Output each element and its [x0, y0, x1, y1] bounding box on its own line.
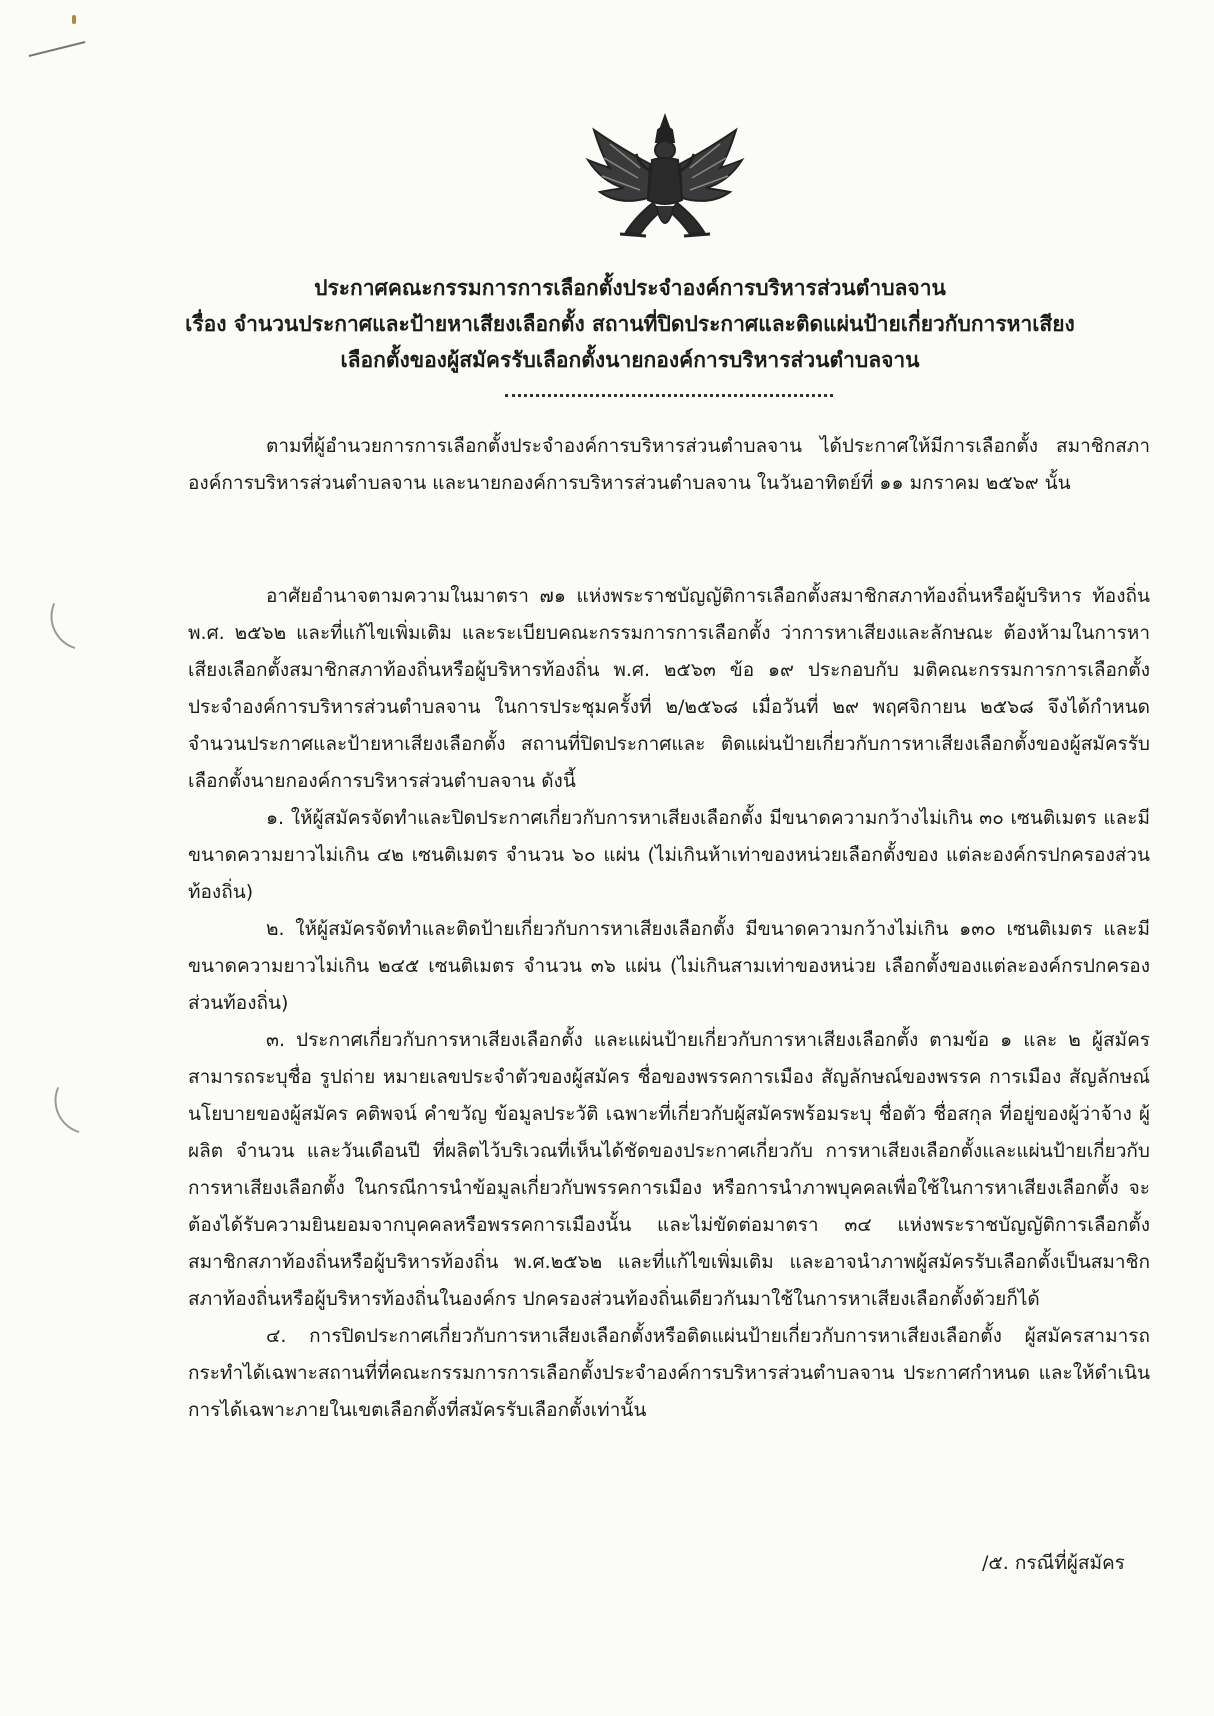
punch-hole-mark — [41, 603, 87, 649]
announcement-subject: เรื่อง จำนวนประกาศและป้ายหาเสียงเลือกตั้ง สถานที่ปิดประกาศและติดแผ่นป้ายเกี่ยวกับการหาเสียง — [185, 312, 1075, 336]
garuda-emblem-icon — [580, 108, 750, 258]
continuation-note: /๕. กรณีที่ผู้สมัคร — [982, 1552, 1125, 1574]
scan-scratch — [29, 41, 86, 57]
item-4: ๔. การปิดประกาศเกี่ยวกับการหาเสียงเลือกตั้งหรือติดแผ่นป้ายเกี่ยวกับการหาเสียงเลือกตั้ง ผู้สมัครสามารถกระทำได้เฉพาะสถานที่ที่คณะกรรมการการเลือกตั้งประจำองค์การบริหารส่วนตำบลจาน ประกาศกำหนด และให้ดำเนินการได้เฉพาะภายในเขตเลือกตั้งที่สมัครรับเลือกตั้งเท่านั้น — [188, 1325, 1150, 1421]
item-1: ๑. ให้ผู้สมัครจัดทำและปิดประกาศเกี่ยวกับการหาเสียงเลือกตั้ง มีขนาดความกว้างไม่เกิน ๓๐ เซนติเมตร และมีขนาดความยาวไม่เกิน ๔๒ เซนติเมตร จำนวน ๖๐ แผ่น (ไม่เกินห้าเท่าของหน่วยเลือกตั้งของ แต่ละองค์กรปกครองส่วนท้องถิ่น) — [188, 807, 1150, 903]
paragraph-intro: ตามที่ผู้อำนวยการการเลือกตั้งประจำองค์การบริหารส่วนตำบลจาน ได้ประกาศให้มีการเลือกตั้ง สมาชิกสภาองค์การบริหารส่วนตำบลจาน และนายกองค์การบริหารส่วนตำบลจาน ในวันอาทิตย์ที่ ๑๑ มกราคม ๒๕๖๙ นั้น — [188, 435, 1150, 494]
dotted-divider — [505, 394, 833, 397]
main-section — [188, 578, 1150, 1429]
announcement-subject-cont: เลือกตั้งของผู้สมัครรับเลือกตั้งนายกองค์การบริหารส่วนตำบลจาน — [340, 348, 920, 372]
paragraph-authority: อาศัยอำนาจตามความในมาตรา ๗๑ แห่งพระราชบัญญัติการเลือกตั้งสมาชิกสภาท้องถิ่นหรือผู้บริหาร ท้องถิ่น พ.ศ. ๒๕๖๒ และที่แก้ไขเพิ่มเติม และระเบียบคณะกรรมการการเลือกตั้ง ว่าการหาเสียงและลักษณะ ต้องห้ามในการหาเสียงเลือกตั้งสมาชิกสภาท้องถิ่นหรือผู้บริหารท้องถิ่น พ.ศ. ๒๕๖๓ ข้อ ๑๙ ประกอบกับ มติคณะกรรมการการเลือกตั้งประจำองค์การบริหารส่วนตำบลจาน ในการประชุมครั้งที่ ๒/๒๕๖๘ เมื่อวันที่ ๒๙ พฤศจิกายน ๒๕๖๘ จึงได้กำหนดจำนวนประกาศและป้ายหาเสียงเลือกตั้ง สถานที่ปิดประกาศและ ติดแผ่นป้ายเกี่ยวกับการหาเสียงเลือกตั้งของผู้สมัครรับเลือกตั้งนายกองค์การบริหารส่วนตำบลจาน ดังนี้ — [188, 585, 1150, 792]
announcement-title: ประกาศคณะกรรมการการเลือกตั้งประจำองค์การบริหารส่วนตำบลจาน — [314, 276, 946, 300]
scan-mark — [72, 15, 76, 24]
punch-hole-mark — [45, 1087, 91, 1133]
item-2: ๒. ให้ผู้สมัครจัดทำและติดป้ายเกี่ยวกับการหาเสียงเลือกตั้ง มีขนาดความกว้างไม่เกิน ๑๓๐ เซนติเมตร และมีขนาดความยาวไม่เกิน ๒๔๕ เซนติเมตร จำนวน ๓๖ แผ่น (ไม่เกินสามเท่าของหน่วย เลือกตั้งของแต่ละองค์กรปกครองส่วนท้องถิ่น) — [188, 918, 1150, 1014]
item-3: ๓. ประกาศเกี่ยวกับการหาเสียงเลือกตั้ง และแผ่นป้ายเกี่ยวกับการหาเสียงเลือกตั้ง ตามข้อ ๑ และ ๒ ผู้สมัครสามารถระบุชื่อ รูปถ่าย หมายเลขประจำตัวของผู้สมัคร ชื่อของพรรคการเมือง สัญลักษณ์ของพรรค การเมือง สัญลักษณ์ นโยบายของผู้สมัคร คติพจน์ คำขวัญ ข้อมูลประวัติ เฉพาะที่เกี่ยวกับผู้สมัครพร้อมระบุ ชื่อตัว ชื่อสกุล ที่อยู่ของผู้ว่าจ้าง ผู้ผลิต จำนวน และวันเดือนปี ที่ผลิตไว้บริเวณที่เห็นได้ชัดของประกาศเกี่ยวกับ การหาเสียงเลือกตั้งและแผ่นป้ายเกี่ยวกับการหาเสียงเลือกตั้ง ในกรณีการนำข้อมูลเกี่ยวกับพรรคการเมือง หรือการนำภาพบุคคลเพื่อใช้ในการหาเสียงเลือกตั้ง จะต้องได้รับความยินยอมจากบุคคลหรือพรรคการเมืองนั้น และไม่ขัดต่อมาตรา ๓๔ แห่งพระราชบัญญัติการเลือกตั้งสมาชิกสภาท้องถิ่นหรือผู้บริหารท้องถิ่น พ.ศ.๒๕๖๒ และที่แก้ไขเพิ่มเติม และอาจนำภาพผู้สมัครรับเลือกตั้งเป็นสมาชิกสภาท้องถิ่นหรือผู้บริหารท้องถิ่นในองค์กร ปกครองส่วนท้องถิ่นเดียวกันมาใช้ในการหาเสียงเลือกตั้งด้วยก็ได้ — [188, 1029, 1150, 1310]
intro-section — [188, 428, 1150, 502]
